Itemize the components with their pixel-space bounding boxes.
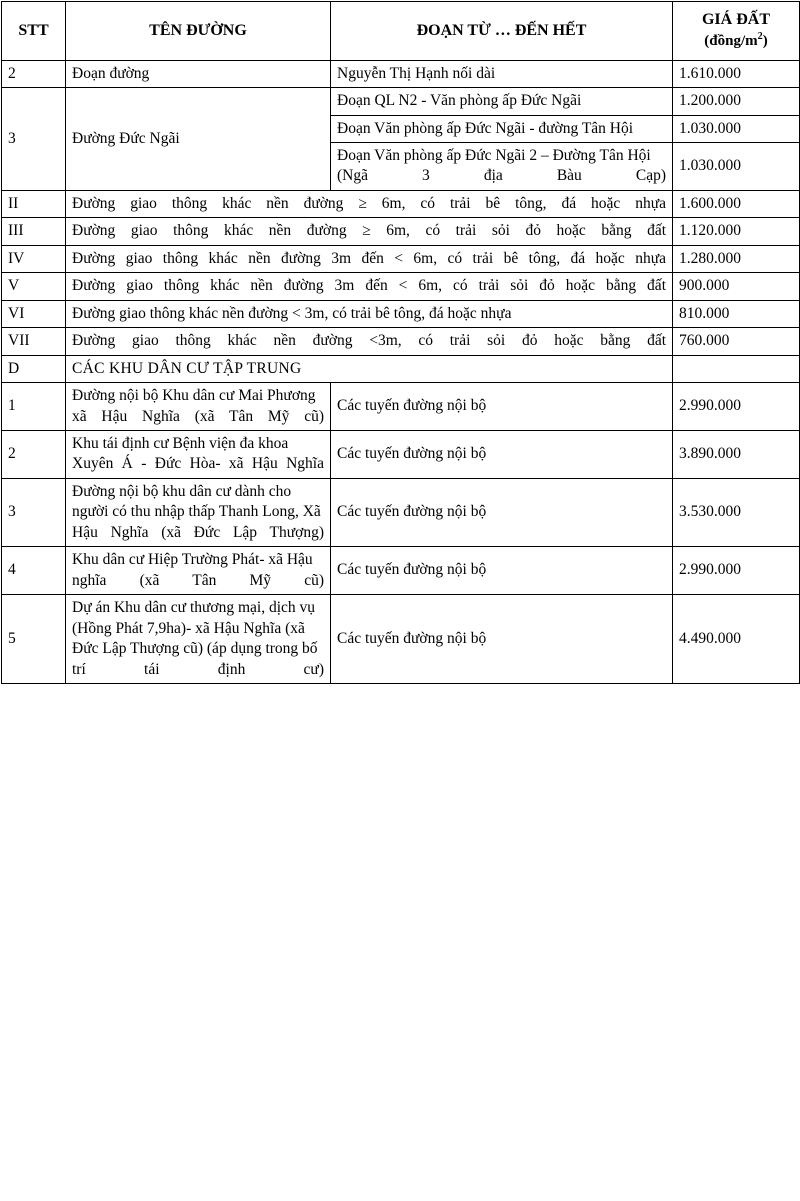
row-price: 1.200.000 bbox=[673, 88, 800, 115]
row-description: Đường giao thông khác nền đường 3m đến < 6m, có trải bê tông, đá hoặc nhựa bbox=[66, 245, 673, 272]
row-stt: 3 bbox=[2, 478, 66, 546]
table-row bbox=[2, 547, 800, 595]
row-price: 900.000 bbox=[673, 273, 800, 300]
price-header-main: GIÁ ĐẤT bbox=[701, 11, 770, 28]
row-price: 3.890.000 bbox=[673, 431, 800, 479]
row-price: 1.030.000 bbox=[673, 115, 800, 142]
row-stt: 5 bbox=[2, 595, 66, 684]
row-stt: V bbox=[2, 273, 66, 300]
row-segment: Đoạn Văn phòng ấp Đức Ngãi - đường Tân Hội bbox=[331, 115, 673, 142]
price-unit-suffix: ) bbox=[762, 33, 768, 50]
row-stt: IV bbox=[2, 245, 66, 272]
row-price bbox=[673, 355, 800, 382]
row-area-name: Khu tái định cư Bệnh viện đa khoa Xuyên Á - Đức Hòa- xã Hậu Nghĩa bbox=[66, 431, 331, 479]
table-row bbox=[2, 245, 800, 272]
row-segment: Nguyễn Thị Hạnh nối dài bbox=[331, 60, 673, 87]
row-price: 4.490.000 bbox=[673, 595, 800, 684]
table-header bbox=[2, 2, 800, 61]
row-price: 1.600.000 bbox=[673, 190, 800, 217]
row-stt: 2 bbox=[2, 60, 66, 87]
row-description: Đường giao thông khác nền đường < 3m, có trải bê tông, đá hoặc nhựa bbox=[66, 300, 673, 327]
row-segment: Đoạn QL N2 - Văn phòng ấp Đức Ngãi bbox=[331, 88, 673, 115]
row-area-name: Đường nội bộ Khu dân cư Mai Phương xã Hậu Nghĩa (xã Tân Mỹ cũ) bbox=[66, 383, 331, 431]
column-header-name: TÊN ĐƯỜNG bbox=[66, 2, 331, 61]
row-segment: Các tuyến đường nội bộ bbox=[331, 547, 673, 595]
row-description: Đường giao thông khác nền đường ≥ 6m, có trải bê tông, đá hoặc nhựa bbox=[66, 190, 673, 217]
row-description: Đường giao thông khác nền đường 3m đến < 6m, có trải sỏi đỏ hoặc bằng đất bbox=[66, 273, 673, 300]
table-row bbox=[2, 60, 800, 87]
row-stt: VII bbox=[2, 328, 66, 355]
row-description: Đường giao thông khác nền đường ≥ 6m, có trải sỏi đỏ hoặc bằng đất bbox=[66, 218, 673, 245]
table-body bbox=[2, 60, 800, 683]
row-price: 2.990.000 bbox=[673, 547, 800, 595]
section-title: CÁC KHU DÂN CƯ TẬP TRUNG bbox=[66, 355, 673, 382]
row-segment: Các tuyến đường nội bộ bbox=[331, 383, 673, 431]
row-segment: Các tuyến đường nội bộ bbox=[331, 431, 673, 479]
table-row bbox=[2, 300, 800, 327]
table-row bbox=[2, 431, 800, 479]
row-price: 3.530.000 bbox=[673, 478, 800, 546]
price-unit-prefix: (đồng/m bbox=[704, 33, 758, 50]
row-price: 1.280.000 bbox=[673, 245, 800, 272]
row-stt: D bbox=[2, 355, 66, 382]
table-row bbox=[2, 383, 800, 431]
row-area-name: Đường nội bộ khu dân cư dành cho người có thu nhập thấp Thanh Long, Xã Hậu Nghĩa (xã Đức Lập Thượng) bbox=[66, 478, 331, 546]
row-segment: Đoạn Văn phòng ấp Đức Ngãi 2 – Đường Tân Hội (Ngã 3 địa Bàu Cạp) bbox=[331, 143, 673, 191]
row-road-name: Đoạn đường bbox=[66, 60, 331, 87]
price-unit-exponent: 2 bbox=[757, 31, 763, 43]
row-stt: II bbox=[2, 190, 66, 217]
table-row bbox=[2, 595, 800, 684]
table-row bbox=[2, 328, 800, 355]
table-row bbox=[2, 273, 800, 300]
row-stt: 1 bbox=[2, 383, 66, 431]
row-segment: Các tuyến đường nội bộ bbox=[331, 478, 673, 546]
land-price-table bbox=[1, 1, 800, 684]
row-price: 1.030.000 bbox=[673, 143, 800, 191]
row-stt: 3 bbox=[2, 88, 66, 191]
row-area-name: Dự án Khu dân cư thương mại, dịch vụ (Hồng Phát 7,9ha)- xã Hậu Nghĩa (xã Đức Lập Thượng cũ) (áp dụng trong bố trí tái định cư) bbox=[66, 595, 331, 684]
header-row bbox=[2, 2, 800, 61]
table-row bbox=[2, 218, 800, 245]
column-header-segment: ĐOẠN TỪ … ĐẾN HẾT bbox=[331, 2, 673, 61]
column-header-stt: STT bbox=[2, 2, 66, 61]
row-price: 1.120.000 bbox=[673, 218, 800, 245]
section-header-row bbox=[2, 355, 800, 382]
row-price: 2.990.000 bbox=[673, 383, 800, 431]
row-road-name: Đường Đức Ngãi bbox=[66, 88, 331, 191]
row-price: 810.000 bbox=[673, 300, 800, 327]
row-price: 1.610.000 bbox=[673, 60, 800, 87]
row-stt: 2 bbox=[2, 431, 66, 479]
table-row bbox=[2, 88, 800, 115]
row-stt: 4 bbox=[2, 547, 66, 595]
row-stt: VI bbox=[2, 300, 66, 327]
row-stt: III bbox=[2, 218, 66, 245]
table-row bbox=[2, 190, 800, 217]
price-header-unit bbox=[679, 30, 793, 51]
row-price: 760.000 bbox=[673, 328, 800, 355]
row-segment: Các tuyến đường nội bộ bbox=[331, 595, 673, 684]
column-header-price bbox=[673, 2, 800, 61]
table-row bbox=[2, 478, 800, 546]
row-description: Đường giao thông khác nền đường <3m, có trải sỏi đỏ hoặc bằng đất bbox=[66, 328, 673, 355]
row-area-name: Khu dân cư Hiệp Trường Phát- xã Hậu nghĩa (xã Tân Mỹ cũ) bbox=[66, 547, 331, 595]
